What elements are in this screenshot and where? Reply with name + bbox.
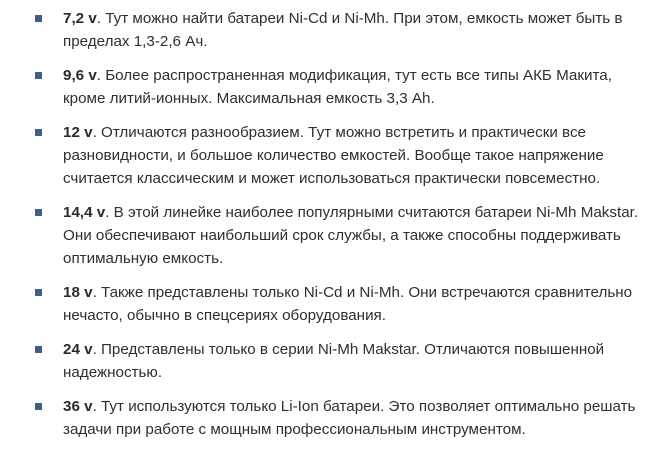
voltage-label: 7,2 v xyxy=(63,10,97,27)
square-bullet-icon xyxy=(35,209,42,216)
square-bullet-icon xyxy=(35,346,42,353)
square-bullet-icon xyxy=(35,289,42,296)
square-bullet-icon xyxy=(35,129,42,136)
voltage-label: 14,4 v xyxy=(63,204,106,221)
item-description: . Тут используются только Li-Ion батареи. Это позволяет оптимально решать задачи при работе с мощным профессиональным инструментом. xyxy=(63,398,636,438)
voltage-label: 36 v xyxy=(63,398,93,415)
voltage-label: 12 v xyxy=(63,124,93,141)
item-description: . В этой линейке наиболее популярными считаются батареи Ni-Mh Makstar. Они обеспечивают наибольший срок службы, а также способны поддерживать оптимальную емкость. xyxy=(63,204,639,267)
list-item xyxy=(0,7,670,53)
voltage-label: 9,6 v xyxy=(63,67,97,84)
item-description: . Более распространенная модификация, тут есть все типы АКБ Макита, кроме литий-ионных. Максимальная емкость 3,3 Ah. xyxy=(63,67,612,107)
list-item xyxy=(0,395,670,441)
list-item xyxy=(0,64,670,110)
list-item xyxy=(0,281,670,327)
voltage-label: 24 v xyxy=(63,341,93,358)
item-description: . Также представлены только Ni-Cd и Ni-Mh. Они встречаются сравнительно нечасто, обычно в спецсериях оборудования. xyxy=(63,284,633,324)
list-item xyxy=(0,201,670,270)
voltage-label: 18 v xyxy=(63,284,93,301)
square-bullet-icon xyxy=(35,403,42,410)
item-description: . Представлены только в серии Ni-Mh Makstar. Отличаются повышенной надежностью. xyxy=(63,341,605,381)
list-item xyxy=(0,338,670,384)
square-bullet-icon xyxy=(35,72,42,79)
item-description: . Тут можно найти батареи Ni-Cd и Ni-Mh. При этом, емкость может быть в пределах 1,3-2,6 Ач. xyxy=(63,10,623,50)
square-bullet-icon xyxy=(35,15,42,22)
list-item xyxy=(0,121,670,190)
item-description: . Отличаются разнообразием. Тут можно встретить и практически все разновидности, и большое количество емкостей. Вообще такое напряжение считается классическим и может использоваться практически повсеместно. xyxy=(63,124,604,187)
